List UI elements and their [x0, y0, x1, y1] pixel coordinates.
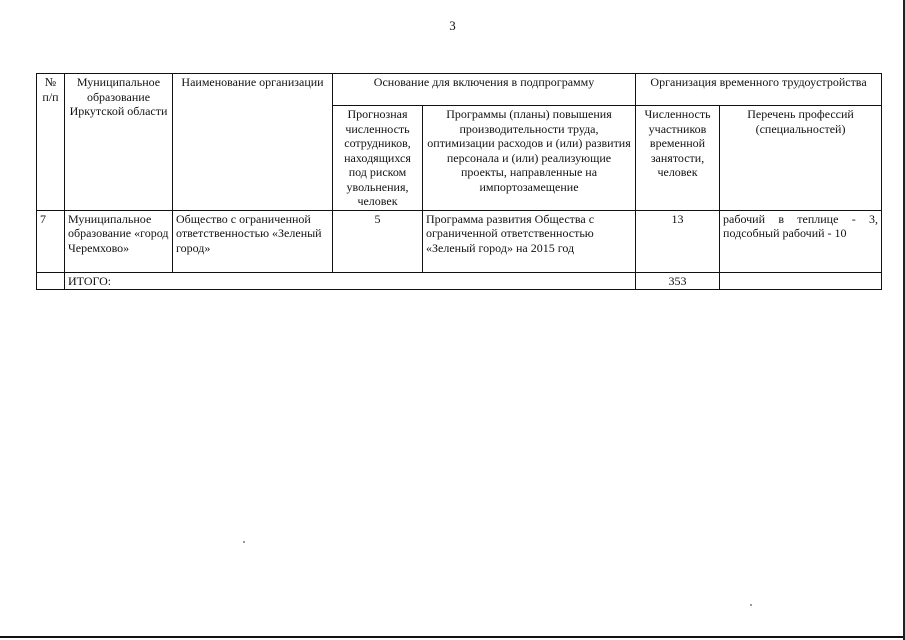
header-forecast: Прогнозная численность сотрудников, находящихся под риском увольнения, человек [333, 106, 423, 211]
total-participants: 353 [636, 272, 720, 290]
scan-speck [243, 541, 245, 543]
cell-organization: Общество с ограниченной ответственностью «Зеленый город» [173, 210, 333, 272]
table-row [37, 210, 882, 272]
header-num: № п/п [37, 74, 65, 211]
cell-professions: рабочий в теплице - 3, подсобный рабочий - 10 [720, 210, 882, 272]
header-programs: Программы (планы) повышения производительности труда, оптимизации расходов и (или) развития персонала и (или) реализующие проекты, направленные на импортозамещение [423, 106, 636, 211]
total-row [37, 272, 882, 290]
employment-table [36, 73, 882, 290]
header-basis-group: Основание для включения в подпрограмму [333, 74, 636, 106]
cell-municipality: Муниципальное образование «город Черемхово» [65, 210, 173, 272]
scan-speck [750, 604, 752, 606]
header-professions: Перечень профессий (специальностей) [720, 106, 882, 211]
header-row-1 [37, 74, 882, 106]
total-empty-cell [37, 272, 65, 290]
header-organization: Наименование организации [173, 74, 333, 211]
total-professions-empty [720, 272, 882, 290]
total-label: ИТОГО: [65, 272, 636, 290]
cell-participants: 13 [636, 210, 720, 272]
header-employment-group: Организация временного трудоустройства [636, 74, 882, 106]
scan-edge-bottom [0, 636, 905, 638]
page-number: 3 [449, 18, 456, 33]
cell-program: Программа развития Общества с ограниченной ответственностью «Зеленый город» на 2015 год [423, 210, 636, 272]
cell-num: 7 [37, 210, 65, 272]
cell-forecast: 5 [333, 210, 423, 272]
header-municipality: Муниципальное образование Иркутской области [65, 74, 173, 211]
header-participants: Численность участников временной занятости, человек [636, 106, 720, 211]
